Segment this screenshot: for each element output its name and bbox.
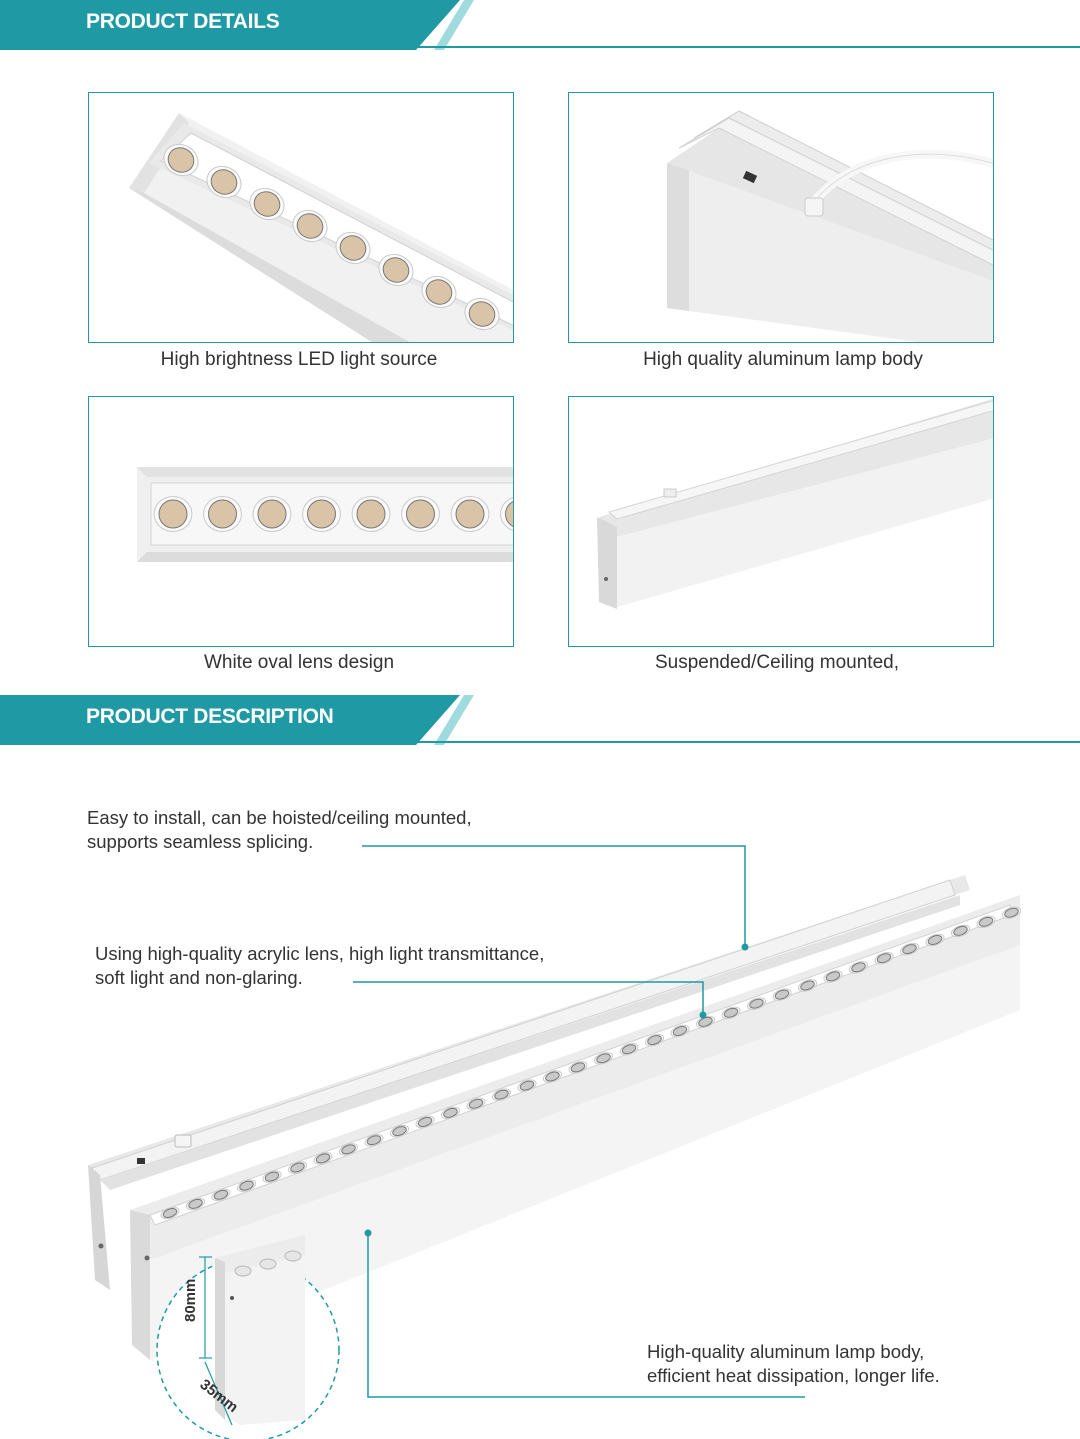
callout-line: High-quality aluminum lamp body, [647,1341,925,1362]
caption-suspended-mounted: Suspended/Ceiling mounted, [654,652,899,673]
section-title-description: PRODUCT DESCRIPTION [86,705,334,728]
dimension-width-label: 35mm [196,1376,242,1417]
callout-body [647,1340,940,1388]
callout-line: supports seamless splicing. [87,831,314,852]
led-lens [209,500,237,528]
callout-leader-install [362,846,745,947]
led-lens [357,500,385,528]
caption-oval-lens: White oval lens design [203,652,395,673]
product-details-banner [0,0,1080,50]
callout-line: Easy to install, can be hoisted/ceiling mounted, [87,807,472,828]
callout-line: soft light and non-glaring. [95,967,303,988]
callout-lens [95,942,544,990]
caption-aluminum-body: High quality aluminum lamp body [643,349,923,370]
led-lens [456,500,484,528]
callout-line: Using high-quality acrylic lens, high light transmittance, [95,943,545,964]
led-lens [258,500,286,528]
photo-suspended-mounted [568,396,994,647]
photo-aluminum-body [568,92,994,343]
section-title-details: PRODUCT DETAILS [86,10,280,33]
photo-oval-lens [88,396,514,647]
caption-led-light-source: High brightness LED light source [160,349,438,370]
led-lens [159,500,187,528]
product-illustration [0,760,1080,1439]
callout-install [87,806,472,854]
dimension-height-label: 80mm [182,1278,199,1322]
callout-line: efficient heat dissipation, longer life. [647,1365,940,1386]
product-description-banner [0,695,1080,745]
photo-led-light-source [88,92,514,343]
led-lens [407,500,435,528]
led-lens [308,500,336,528]
